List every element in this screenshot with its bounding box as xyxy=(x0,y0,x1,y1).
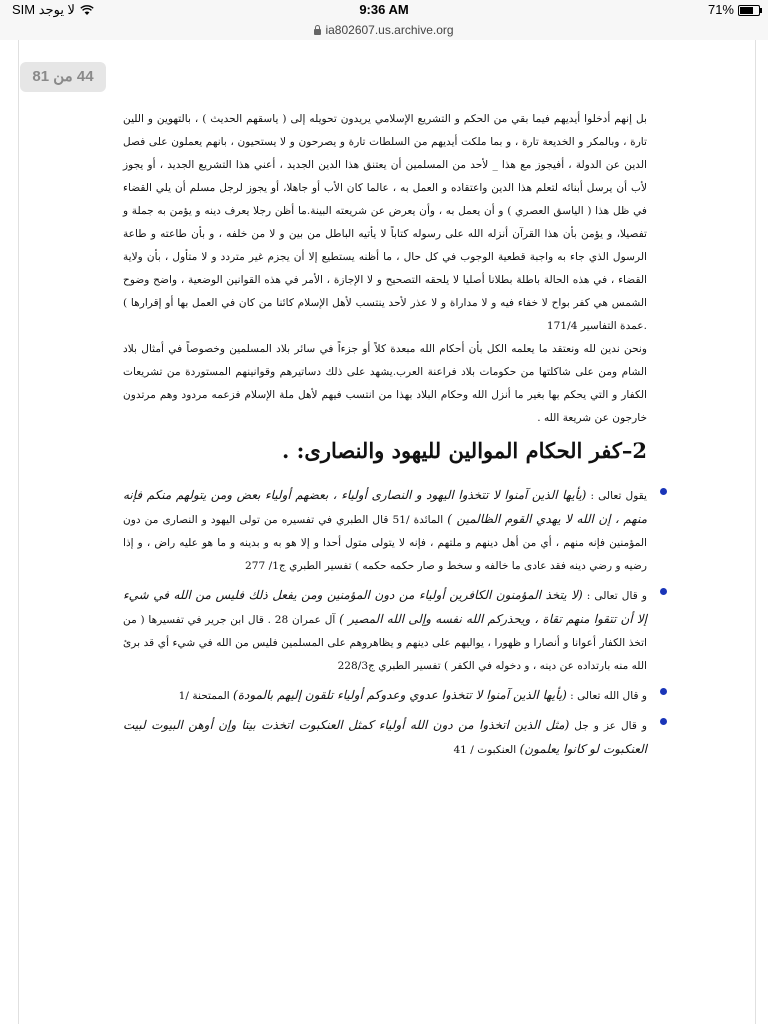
section-heading: 2–كفر الحكام الموالين لليهود والنصارى: . xyxy=(282,438,647,463)
paragraph: بل إنهم أدخلوا أيديهم فيما بقي من الحكم و التشريع الإسلامي يريدون تحويله إلى ( ياسقهم الحديث ) ، بالتهوين و اللين تارة ، وبالمكر و الخديعة تارة ، و بما ملكت أيديهم من السلطات تارة و يصرحون و لا يستحيون ، بانهم يعملون على فصل الدين عن الدولة ، أفيجوز مع هذا _ لأحد من المسلمين أن يعتنق هذا الدين الجديد ، أعني هذا التشريع الجديد ، أو يجوز لأب أن يرسل أبنائه لتعلم هذا الدين واعتقاده و العمل به ، عالما كان الأب أو جاهلا، أو يجوز لرجل مسلم أن يلي القضاء في ظل هذا ( الياسق العصري ) و أن يعمل به ، وأن يعرض عن شريعته البينة.ما أظن رجلا يعرف دينه و يؤمن به جملة و تفصيلا، و يؤمن بأن هذا القرآن أنزله الله على رسوله كتاباً لا يأتيه الباطل من بين و لا من خلفه ، و بأن طاعته و طاعة الرسول الذي جاء به واجبة قطعية الوجوب في كل حال ، ما أظنه يستطيع إلا أن يجزم غير متردد و لا متأول ، بأن ولاية القضاء ، في هذه الحالة باطلة بطلانا أصليا لا يلحقه التصحيح و لا الإجازة ، الأمر في هذه القوانين الوضعية ، واضح وضوح الشمس هي كفر بواح لا خفاء فيه و لا مداراة و لا عذر لأحد ينتسب لأهل الإسلام كائنا من كان في العمل بها أو إقرارها ) .عمدة التفاسير 171/4 xyxy=(123,113,647,332)
carrier-label: لا يوجد SIM xyxy=(12,2,75,17)
lock-icon xyxy=(314,29,321,35)
battery-icon xyxy=(738,5,760,16)
battery-percent: 71% xyxy=(707,2,734,17)
list-item xyxy=(123,484,647,578)
bullet-icon xyxy=(660,688,667,695)
quran-verse: (يأيها الذين آمنوا لا تتخذوا عدوي وعدوكم أولياء تلقون إليهم بالمودة) xyxy=(233,688,567,702)
quran-verse: (مثل الذين اتخذوا من دون الله أولياء كمثل العنكبوت اتخذت بيتا وإن أوهن البيوت لبيت العنكبوت لو كانوا يعلمون) xyxy=(123,718,647,756)
quran-verse: (لا يتخذ المؤمنون الكافرين أولياء من دون المؤمنين ومن يفعل ذلك فليس من الله في شيء إلا أن تتقوا منهم تقاة ، ويحذركم الله نفسه وإلى الله المصير ) xyxy=(123,588,647,626)
url-text[interactable]: ia802607.us.archive.org xyxy=(325,23,454,37)
page-counter: 44 من 81 xyxy=(20,62,106,92)
bullet-icon xyxy=(660,488,667,495)
document-body xyxy=(123,108,647,768)
list-item xyxy=(123,684,647,708)
bullet-icon xyxy=(660,718,667,725)
battery-level xyxy=(740,7,753,14)
verse-intro: و قال تعالى : xyxy=(582,590,647,602)
list-item xyxy=(123,714,647,762)
commentary: آل عمران 28 . قال ابن جرير في تفسيرها ( من اتخذ الكفار أعوانا و أنصارا و ظهورا ، يواليهم على دينهم و يظاهروهم على المسلمين فليس من الله في شيء أي قد برئ الله منه بارتداده عن دينه ، و دخوله في الكفر ) تفسير الطبري ج228/3 xyxy=(123,614,647,672)
address-bar[interactable] xyxy=(0,20,768,40)
commentary: العنكبوت / 41 xyxy=(453,744,520,756)
commentary: الممتحنة /1 xyxy=(178,690,234,702)
paragraph: ونحن ندين لله ونعتقد ما يعلمه الكل بأن أحكام الله مبعدة كلاً أو جزءاً في سائر بلاد المسلمين وخصوصاً في أمثال بلاد الشام ومن على شاكلتها من حكومات بلاد فراعنة العرب.يشهد على ذلك دساتيرهم وقوانينهم المستوردة من تشريعات الكفار و التي يحكم بها بغير ما أنزل الله وحكام البلاد بهذا من انتسب فيهم لأهل ملة الإسلام فزعمه مردود وهم مرتدون خارجون عن شريعة الله . xyxy=(123,343,647,424)
verse-intro: يقول تعالى : xyxy=(586,490,647,502)
list-item xyxy=(123,584,647,678)
verse-intro: و قال عز و جل xyxy=(569,720,647,732)
clock: 9:36 AM xyxy=(359,2,409,17)
status-bar xyxy=(0,0,768,20)
verse-intro: و قال الله تعالى : xyxy=(566,690,647,702)
quran-verse: (يأيها الذين آمنوا لا تتخذوا اليهود و النصارى أولياء ، بعضهم أولياء بعض ومن يتولهم منكم فإنه منهم ، إن الله لا يهدي القوم الظالمين ) xyxy=(123,488,647,526)
commentary: المائدة /51 قال الطبري في تفسيره من تولى اليهود و النصارى من دون المؤمنين فإنه منهم ، أي من أهل دينهم و ملتهم ، فإنه لا يتولى متول أحدا و إلا هو به و بدينه و ما هو عليه راض ، و إذا رضيه و رضي دينه فقد عادى ما خالفه و سخط و صار حكمه حكمه ) تفسير الطبري ج1/ 277 xyxy=(123,514,647,572)
bullet-icon xyxy=(660,588,667,595)
